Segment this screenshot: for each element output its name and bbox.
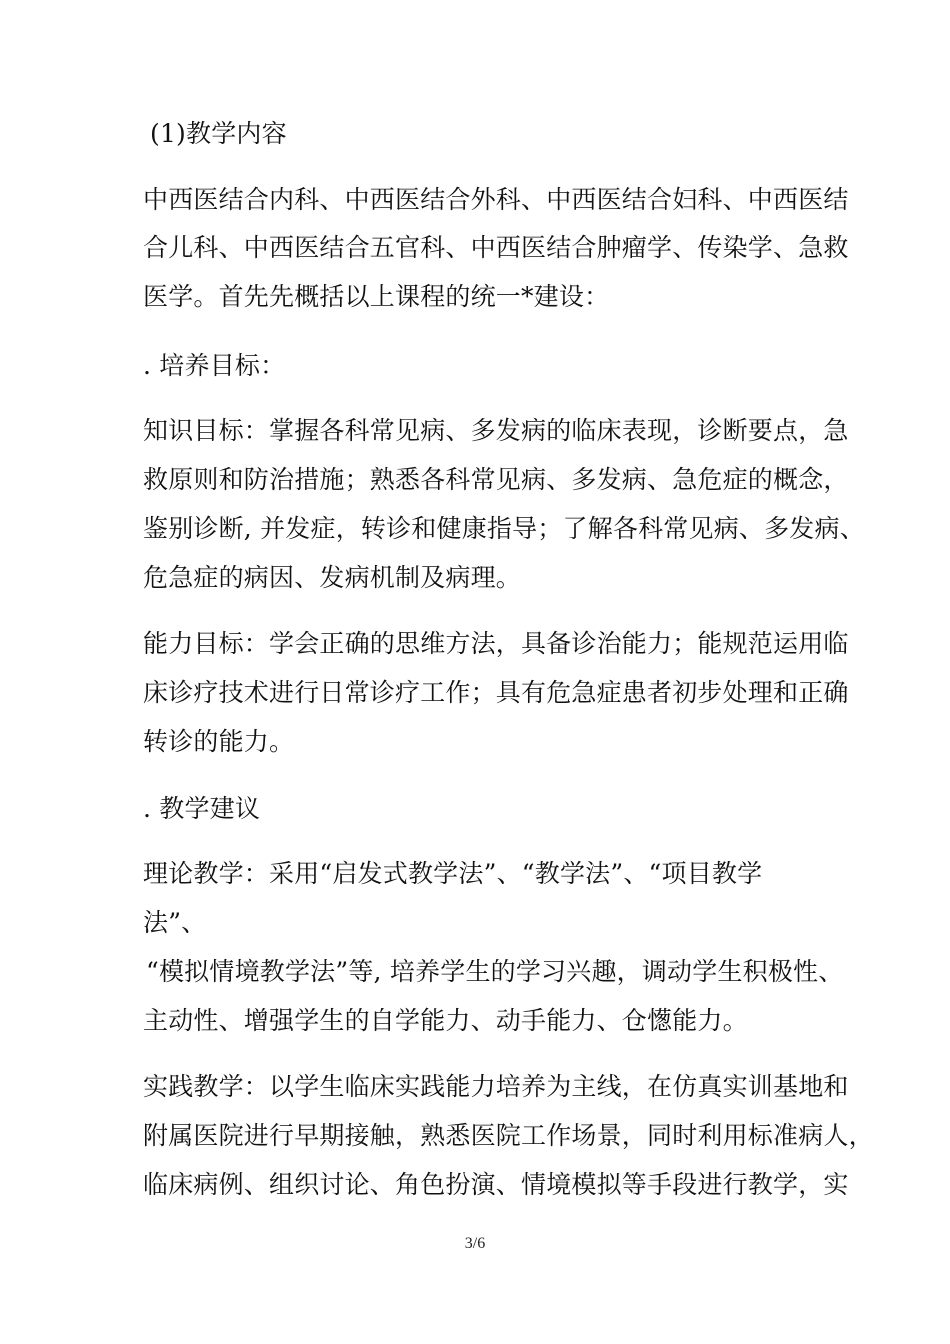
- paragraph-line: 临床病例、组织讨论、角色扮演、情境模拟等手段进行教学，实: [143, 1170, 849, 1199]
- paragraph-line: 附属医院进行早期接触，熟悉医院工作场景，同时利用标准病人，: [143, 1121, 874, 1150]
- paragraph-line: “模拟情境教学法”等, 培养学生的学习兴趣，调动学生积极性、: [146, 957, 844, 986]
- paragraph-line: 合儿科、中西医结合五官科、中西医结合肿瘤学、传染学、急救: [143, 233, 849, 262]
- paragraph-line: 转诊的能力。: [143, 727, 295, 756]
- paragraph-line: 理论教学：采用“启发式教学法”、“教学法”、“项目教学: [143, 859, 763, 888]
- section-heading-teaching-content: (1)教学内容: [150, 119, 287, 148]
- paragraph-line: 医学。首先先概括以上课程的统一*建设：: [143, 282, 610, 311]
- paragraph-line: 能力目标：学会正确的思维方法，具备诊治能力；能规范运用临: [143, 629, 849, 658]
- paragraph-line: 危急症的病因、发病机制及病理。: [143, 563, 522, 592]
- subheading-teaching-suggestions: . 教学建议: [143, 794, 261, 823]
- paragraph-line: 床诊疗技术进行日常诊疗工作；具有危急症患者初步处理和正确: [143, 678, 849, 707]
- subheading-training-goals: . 培养目标：: [143, 351, 286, 380]
- paragraph-line: 救原则和防治措施；熟悉各科常见病、多发病、急危症的概念，: [143, 465, 849, 494]
- paragraph-line: 中西医结合内科、中西医结合外科、中西医结合妇科、中西医结: [143, 185, 849, 214]
- paragraph-line: 知识目标：掌握各科常见病、多发病的临床表现，诊断要点，急: [143, 416, 849, 445]
- paragraph-line: 实践教学：以学生临床实践能力培养为主线，在仿真实训基地和: [143, 1072, 849, 1101]
- page-number: 3/6: [464, 1235, 486, 1252]
- paragraph-line: 鉴别诊断, 并发症，转诊和健康指导；了解各科常见病、多发病、: [143, 514, 865, 543]
- paragraph-line: 主动性、增强学生的自学能力、动手能力、仓憽能力。: [143, 1006, 748, 1035]
- paragraph-line: 法”、: [143, 908, 207, 937]
